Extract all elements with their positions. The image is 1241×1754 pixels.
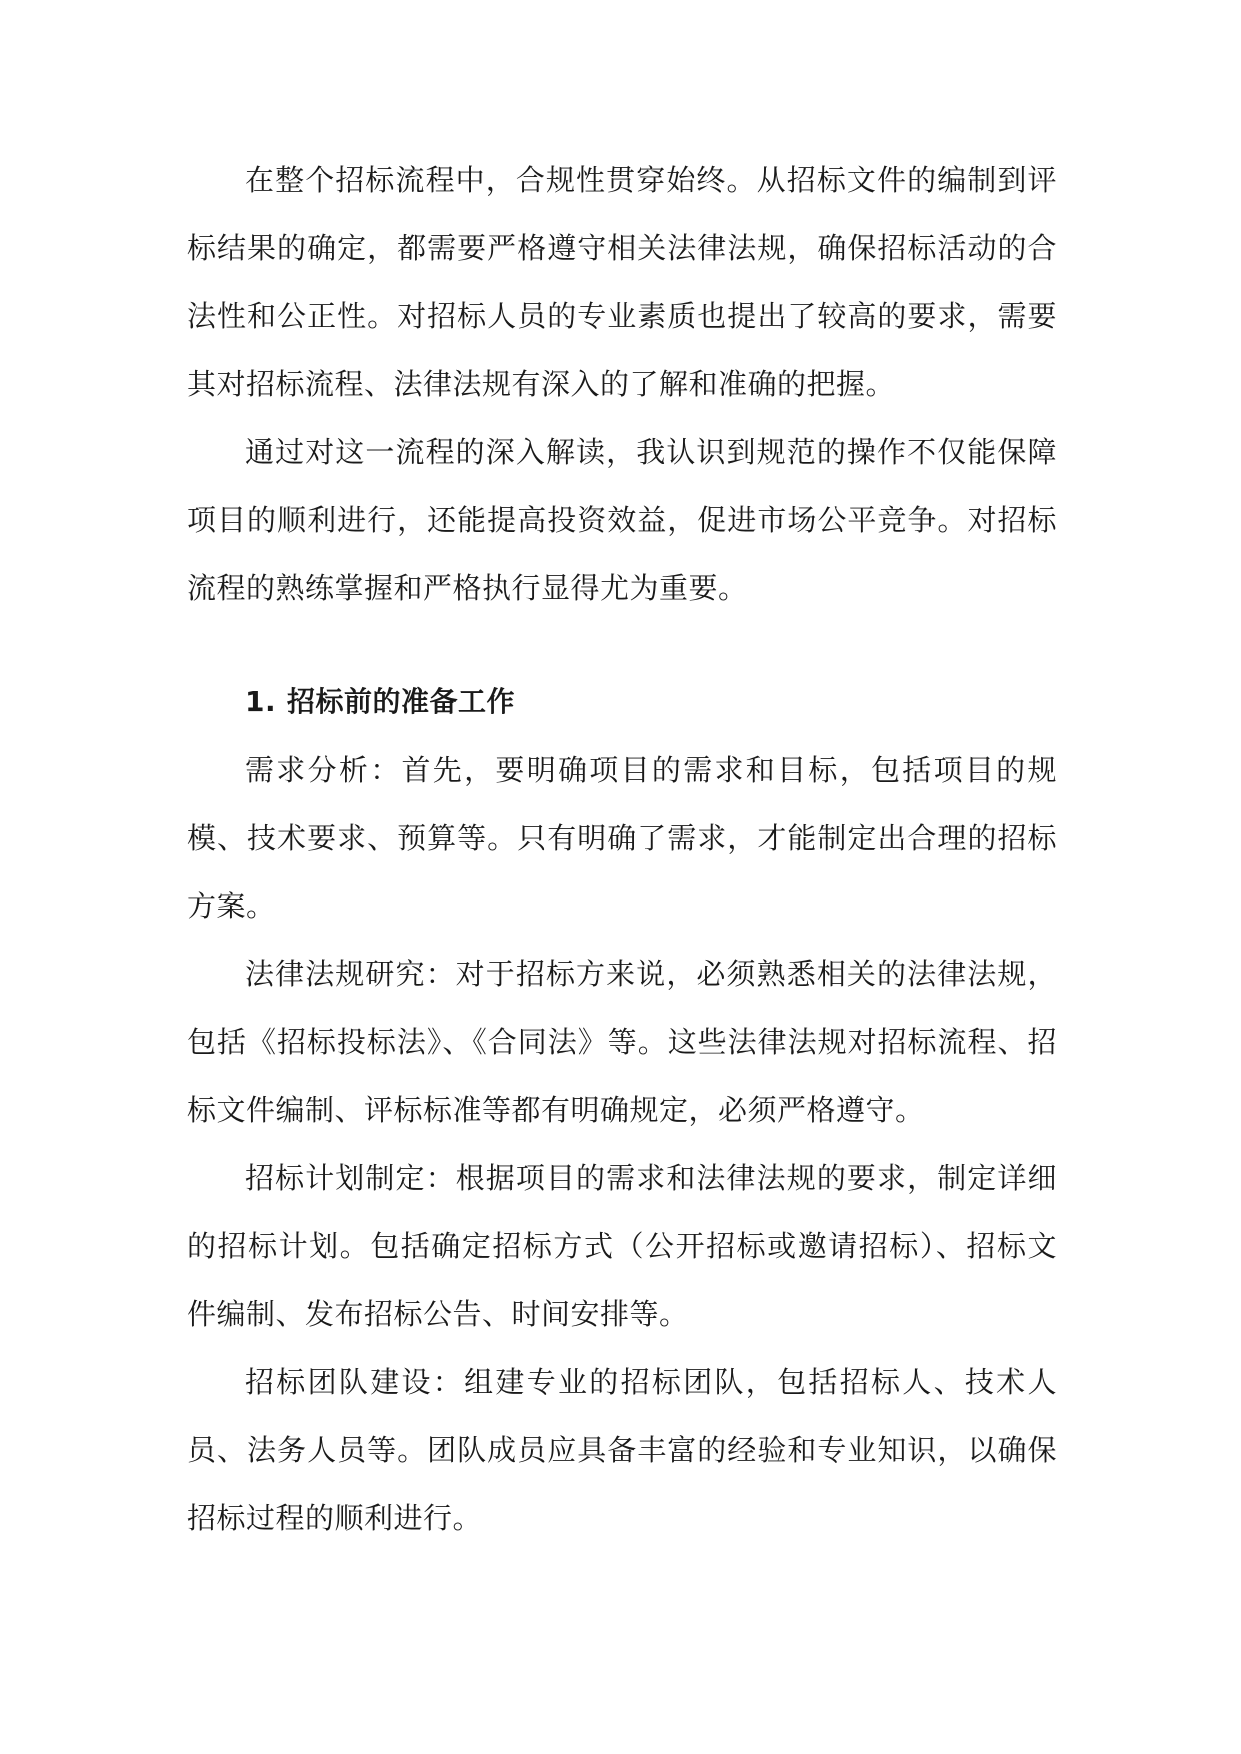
body-paragraph: 通过对这一流程的深入解读，我认识到规范的操作不仅能保障项目的顺利进行，还能提高投资效益，促进市场公平竞争。对招标流程的熟练掌握和严格执行显得尤为重要。 <box>187 435 1057 605</box>
body-paragraph: 在整个招标流程中，合规性贯穿始终。从招标文件的编制到评标结果的确定，都需要严格遵守相关法律法规，确保招标活动的合法性和公正性。对招标人员的专业素质也提出了较高的要求，需要其对招标流程、法律法规有深入的了解和准确的把握。 <box>187 163 1057 401</box>
document-body <box>187 146 1057 1552</box>
body-paragraph: 法律法规研究：对于招标方来说，必须熟悉相关的法律法规，包括《招标投标法》、《合同法》等。这些法律法规对招标流程、招标文件编制、评标标准等都有明确规定，必须严格遵守。 <box>187 957 1057 1127</box>
section-number: 1. <box>245 685 277 718</box>
body-paragraph: 招标计划制定：根据项目的需求和法律法规的要求，制定详细的招标计划。包括确定招标方式（公开招标或邀请招标）、招标文件编制、发布招标公告、时间安排等。 <box>187 1161 1057 1331</box>
body-paragraph: 需求分析：首先，要明确项目的需求和目标，包括项目的规模、技术要求、预算等。只有明确了需求，才能制定出合理的招标方案。 <box>187 753 1057 923</box>
section-heading <box>187 668 1057 736</box>
section-title: 招标前的准备工作 <box>287 685 516 718</box>
body-paragraph: 招标团队建设：组建专业的招标团队，包括招标人、技术人员、法务人员等。团队成员应具备丰富的经验和专业知识，以确保招标过程的顺利进行。 <box>187 1365 1057 1535</box>
